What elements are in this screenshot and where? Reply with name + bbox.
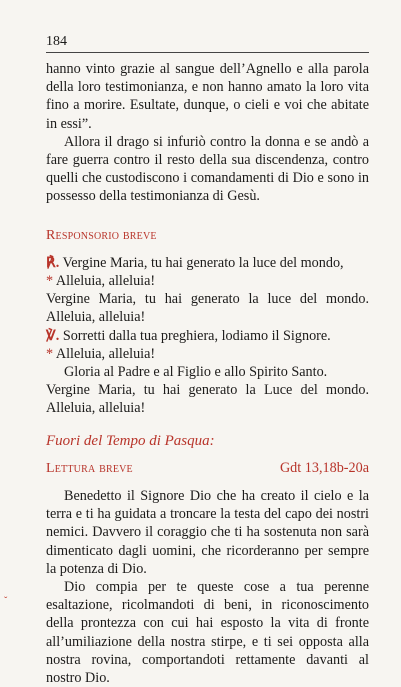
fuori-tempo-heading: Fuori del Tempo di Pasqua: — [46, 432, 215, 449]
response-symbol: ℟. — [46, 254, 60, 271]
versicle-symbol: ℣. — [46, 327, 60, 344]
asterisk-mark-2: * — [46, 345, 54, 362]
lettura-heading-row — [46, 459, 369, 478]
alleluia-text-2: Alleluia, alleluia! — [55, 345, 156, 362]
versicle-text: Sorretti dalla tua preghiera, lodiamo il Signore. — [62, 327, 331, 344]
passage-paragraph: hanno vinto grazie al sangue dell’Agnello e alla parola della loro testimonianza, e non hanno amato la loro vita fino a morire. Esultate, dunque, o cieli e voi che abitate in essi”. — [46, 61, 369, 132]
page-content — [46, 60, 369, 687]
responsory-alleluia-line — [46, 272, 369, 290]
responsory-v-line — [46, 327, 369, 345]
responsory-r-line — [46, 254, 369, 272]
scripture-reference: Gdt 13,18b-20a — [279, 459, 369, 476]
lettura-heading: Lettura breve — [46, 460, 133, 476]
responsory-alleluia-line-2 — [46, 345, 369, 363]
page-number: 184 — [46, 34, 67, 49]
response-text: Vergine Maria, tu hai generato la luce del mondo, — [62, 254, 344, 271]
lettura-paragraph: Dio compia per te queste cose a tua perenne esaltazione, ricolmandoti di beni, in riconoscimento della prontezza con cui hai esposto la vita di fronte all’umiliazione della nostra stirpe, e ti sei opposta alla nostra rovina, comportandoti rettamente davanti al nostro Dio. — [46, 579, 369, 687]
responsorio-heading: Responsorio breve — [46, 227, 157, 243]
passage-paragraph: Allora il drago si infuriò contro la donna e se andò a fare guerra contro il resto della sua discendenza, contro quelli che custodiscono i comandamenti di Dio e sono in possesso della testimonianza di Gesù. — [46, 133, 369, 205]
asterisk-mark: * — [46, 273, 54, 290]
responsory-repeat: Vergine Maria, tu hai generato la luce del mondo. Alleluia, alleluia! — [46, 291, 369, 326]
responsory-final: Vergine Maria, tu hai generato la Luce del mondo. Alleluia, alleluia! — [46, 382, 369, 417]
lettura-paragraph: Benedetto il Signore Dio che ha creato il cielo e la terra e ti ha guidata a troncare la testa del capo dei nostri nemici. Davvero il coraggio che ti ha sostenuta non sarà dimenticato dagli uomini, che ricorderanno per sempre la potenza di Dio. — [46, 488, 369, 577]
gloria-line: Gloria al Padre e al Figlio e allo Spirito Santo. — [64, 364, 328, 381]
header-rule — [46, 52, 369, 53]
margin-mark: ˇ — [4, 596, 8, 607]
alleluia-text: Alleluia, alleluia! — [55, 273, 156, 290]
